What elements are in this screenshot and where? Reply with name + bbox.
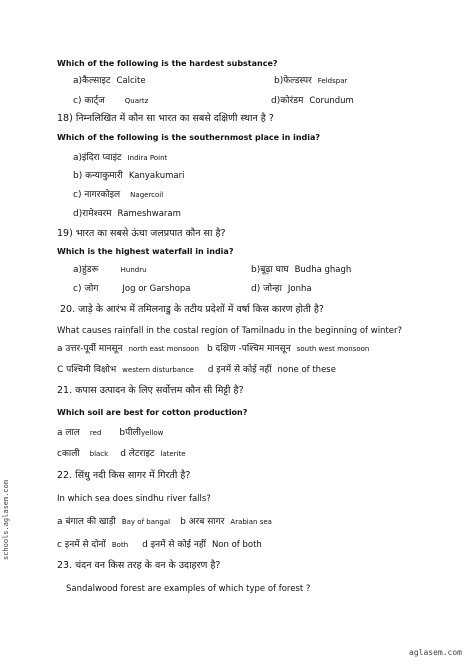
question-21-hi: 21. कपास उत्पादन के लिए सर्वोत्तम कौन सी मिट्टी है? xyxy=(57,385,244,396)
question-hardest-en: Which of the following is the hardest substance? xyxy=(57,59,278,68)
option-b: b)फेल्डस्पर Feldspar xyxy=(274,76,348,86)
option-row-ab: a उत्तर-पूर्वी मानसून north east monsoon b दक्षिण -पश्चिम मानसून south west monsoon xyxy=(57,344,370,354)
question-21-en: Which soil are best for cotton production? xyxy=(57,408,248,417)
question-22-hi: 22. सिंधु नदी किस सागर में गिरती है? xyxy=(57,470,191,481)
option-a: a)हुंडरू Hundru xyxy=(73,265,147,275)
option-c: c) जोग Jog or Garshopa xyxy=(73,284,191,294)
option-row-cd: cकाली black d लेटराइट laterite xyxy=(57,449,186,459)
question-19-en: Which is the highest waterfall in india? xyxy=(57,247,234,256)
question-22-en: In which sea does sindhu river falls? xyxy=(57,494,211,504)
question-23-en: Sandalwood forest are examples of which type of forest ? xyxy=(66,584,311,594)
question-23-hi: 23. चंदन वन किस तरह के वन के उदाहरण है? xyxy=(57,560,221,571)
option-d: d)रामेश्वरम Rameshwaram xyxy=(73,209,181,219)
question-18-hi: 18) निम्नलिखित में कौन सा भारत का सबसे दक्षिणी स्थान है ? xyxy=(57,113,274,124)
option-a: a)इंदिरा प्वाइंट Indira Point xyxy=(73,153,168,163)
option-d: d) जोन्हा Jonha xyxy=(251,284,312,294)
option-c: c) नागरकोइल Nagercoil xyxy=(73,190,164,200)
option-row-cd: C पश्चिमी विक्षोभ western disturbance d इनमें से कोई नहीं none of these xyxy=(57,365,336,375)
question-18-en: Which of the following is the southernmost place in india? xyxy=(57,133,321,142)
option-b: b) कन्याकुमारी Kanyakumari xyxy=(73,171,185,181)
question-20-hi: 20. जाड़े के आरंभ में तमिलनाडु के तटीय प्रदेशों में वर्षा किस कारण होती है? xyxy=(60,304,324,315)
side-watermark: schools.aglasem.com xyxy=(2,479,10,560)
option-a: a)कैल्साइट Calcite xyxy=(73,76,146,86)
option-row-cd: c इनमें से दोनों Both d इनमें से कोई नहीं Non of both xyxy=(57,540,262,550)
option-row-ab: a लाल red bपीलीyellow xyxy=(57,428,164,438)
question-19-hi: 19) भारत का सबसे ऊंचा जलप्रपात कौन सा है? xyxy=(57,228,226,239)
question-20-en: What causes rainfall in the costal region of Tamilnadu in the beginning of winter? xyxy=(57,326,403,336)
option-b: b)बूढ़ा घाघ Budha ghagh xyxy=(251,265,352,275)
option-d: d)कोरंडम Corundum xyxy=(271,96,354,106)
option-row-ab: a बंगाल की खाड़ी Bay of bangal b अरब सागर Arabian sea xyxy=(57,517,272,527)
option-c: c) कार्ट्ज Quartz xyxy=(73,96,149,106)
footer-watermark: aglasem.com xyxy=(409,648,462,657)
